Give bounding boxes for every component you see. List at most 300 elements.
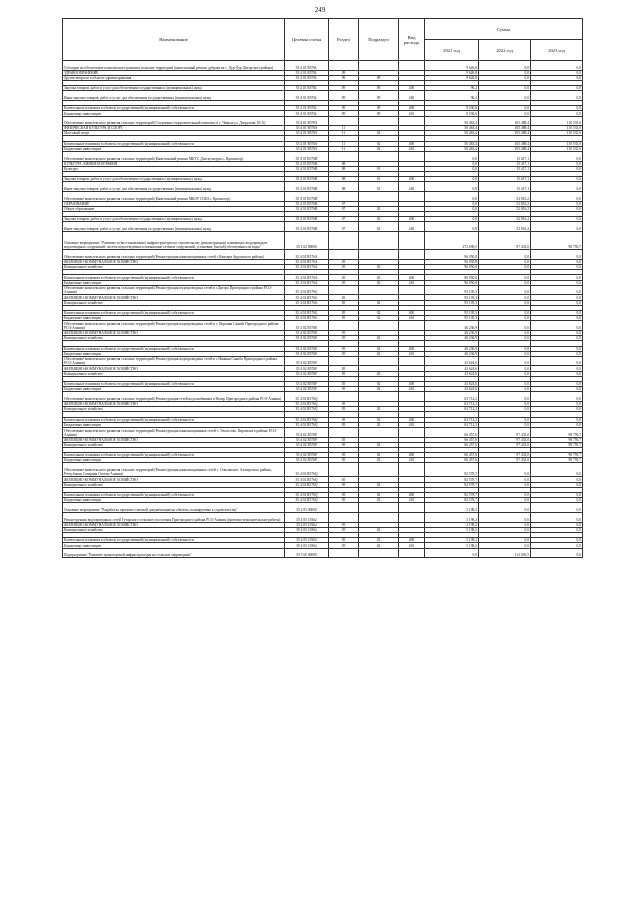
cell-expense-type: 410 (399, 280, 425, 285)
cell-sum-2022: 0,0 (479, 417, 531, 422)
cell-expense-type: 400 (399, 141, 425, 146)
budget-table-body (63, 61, 583, 558)
cell-expense-type: 400 (399, 310, 425, 315)
cell-subsection: 02 (359, 417, 399, 422)
table-row (63, 513, 583, 523)
cell-sum-2023: 0,0 (531, 503, 583, 513)
cell-subsection: 02 (359, 217, 399, 222)
cell-sum-2021: 66 457,6 (425, 437, 479, 442)
cell-section: 05 (329, 407, 359, 412)
cell-section: 05 (329, 402, 359, 407)
cell-sum-2023: 0,0 (531, 417, 583, 422)
cell-name: Закупка товаров, работ и услуг для обеспечения государственных (муниципальных) нужд (63, 217, 285, 222)
header-year-2022: 2022 год (479, 40, 531, 61)
cell-subsection: 02 (359, 280, 399, 285)
cell-name: Капитальные вложения в объекты государственной (муниципальной) собственности (63, 106, 285, 111)
cell-sum-2021: 3 198,2 (425, 513, 479, 523)
cell-expense-type: 410 (399, 458, 425, 463)
cell-expense-type (399, 116, 425, 126)
cell-sum-2023: 0,0 (531, 527, 583, 532)
cell-sum-2021: 63 712,2 (425, 422, 479, 427)
cell-target-article: 35 4 02 R576F (285, 387, 329, 392)
cell-sum-2023: 0,0 (531, 166, 583, 171)
cell-sum-2021: 3 198,2 (425, 527, 479, 532)
cell-section: 07 (329, 217, 359, 222)
cell-sum-2021: 46 236,9 (425, 346, 479, 351)
cell-target-article: 35 4 02 R576Q (285, 422, 329, 427)
cell-target-article: 35 4 05 10362 (285, 538, 329, 543)
cell-target-article: 35 4 02 R576A (285, 275, 329, 280)
cell-sum-2021: 0,0 (425, 191, 479, 201)
cell-sum-2022: 15 417,1 (479, 182, 531, 192)
cell-subsection (359, 321, 399, 331)
cell-subsection: 02 (359, 482, 399, 487)
cell-sum-2023: 0,0 (531, 70, 583, 75)
cell-sum-2023: 0,0 (531, 498, 583, 503)
cell-target-article: 35 4 02 R576P (285, 458, 329, 463)
cell-section: 05 (329, 493, 359, 498)
cell-name: Коммунальное хозяйство (63, 482, 285, 487)
cell-target-article: 35 4 01 R576S (285, 146, 329, 151)
cell-name: Коммунальное хозяйство (63, 336, 285, 341)
cell-sum-2021: 0,0 (425, 161, 479, 166)
cell-section (329, 321, 359, 331)
cell-target-article: 35 4 02 R576F (285, 356, 329, 366)
cell-target-article: 35 4 01 R576B (285, 206, 329, 211)
cell-section: 09 (329, 70, 359, 75)
cell-sum-2022: 0,0 (479, 75, 531, 80)
cell-sum-2022: 15 417,1 (479, 152, 531, 162)
cell-expense-type (399, 392, 425, 402)
cell-sum-2021: 50 463,4 (425, 131, 479, 136)
cell-sum-2022: 0,0 (479, 543, 531, 548)
cell-sum-2021: 50 463,4 (425, 126, 479, 131)
cell-sum-2021: 9 626,8 (425, 61, 479, 71)
cell-target-article: 35 4 01 R576B (285, 201, 329, 206)
cell-sum-2021: 95 105,3 (425, 295, 479, 300)
cell-subsection: 09 (359, 106, 399, 111)
cell-sum-2021: 95 105,3 (425, 316, 479, 321)
cell-sum-2022: 0,0 (479, 513, 531, 523)
page-number: 249 (314, 6, 326, 14)
cell-section: 05 (329, 417, 359, 422)
cell-section: 09 (329, 111, 359, 116)
cell-sum-2021: 3 198,2 (425, 503, 479, 513)
cell-section: 05 (329, 310, 359, 315)
cell-sum-2023: 0,0 (531, 206, 583, 211)
cell-target-article: 35 4 02 R576G (285, 316, 329, 321)
cell-expense-type (399, 548, 425, 558)
cell-sum-2022: 0,0 (479, 371, 531, 376)
cell-sum-2023: 110 535,0 (531, 131, 583, 136)
cell-sum-2022: 97 433,0 (479, 458, 531, 463)
cell-name: ЖИЛИЩНО-КОММУНАЛЬНОЕ ХОЗЯЙСТВО (63, 522, 285, 527)
cell-target-article: 35 4 02 R576A (285, 259, 329, 264)
cell-sum-2022: 52 816,2 (479, 222, 531, 232)
cell-expense-type: 400 (399, 382, 425, 387)
cell-target-article: 35 4 02 R576F (285, 371, 329, 376)
cell-name: Бюджетные инвестиции (63, 387, 285, 392)
cell-sum-2022: 0,0 (479, 346, 531, 351)
cell-sum-2021: 46 236,9 (425, 351, 479, 356)
cell-subsection: 02 (359, 316, 399, 321)
cell-name: Капитальные вложения в объекты государственной (муниципальной) собственности (63, 417, 285, 422)
cell-expense-type (399, 321, 425, 331)
cell-target-article: 35 4 02 R576P (285, 442, 329, 447)
cell-sum-2021: 272 690,5 (425, 231, 479, 249)
cell-section: 05 (329, 437, 359, 442)
cell-sum-2021: 63 712,2 (425, 407, 479, 412)
cell-sum-2023: 0,0 (531, 336, 583, 341)
cell-target-article: 35 4 01 R576S (285, 126, 329, 131)
cell-section (329, 152, 359, 162)
cell-sum-2023: 0,0 (531, 265, 583, 270)
cell-subsection: 02 (359, 543, 399, 548)
cell-sum-2022: 52 816,2 (479, 217, 531, 222)
cell-sum-2021: 43 624,6 (425, 371, 479, 376)
cell-subsection (359, 250, 399, 260)
cell-sum-2023: 0,0 (531, 106, 583, 111)
cell-target-article: 35 4 01 R576S (285, 116, 329, 126)
cell-sum-2023: 0,0 (531, 217, 583, 222)
cell-section: 05 (329, 387, 359, 392)
cell-sum-2022: 105 488,4 (479, 126, 531, 131)
cell-sum-2022: 0,0 (479, 310, 531, 315)
cell-name: Бюджетные инвестиции (63, 458, 285, 463)
cell-subsection: 02 (359, 442, 399, 447)
cell-subsection: 09 (359, 86, 399, 91)
table-row (63, 152, 583, 162)
cell-sum-2023: 0,0 (531, 280, 583, 285)
cell-section: 05 (329, 538, 359, 543)
cell-sum-2023: 0,0 (531, 222, 583, 232)
cell-section: 05 (329, 300, 359, 305)
cell-subsection (359, 356, 399, 366)
cell-name: Обеспечение комплексного развития сельских территорий (Капитальный ремонт МБОУ СОШ с. Красногор) (63, 191, 285, 201)
cell-sum-2022: 105 488,4 (479, 146, 531, 151)
cell-name: Бюджетные инвестиции (63, 280, 285, 285)
cell-sum-2022: 97 433,0 (479, 442, 531, 447)
cell-expense-type: 240 (399, 222, 425, 232)
cell-section (329, 61, 359, 71)
cell-sum-2023: 110 535,0 (531, 146, 583, 151)
cell-target-article: 35 4 02 R576E (285, 330, 329, 335)
cell-sum-2021: 50 463,4 (425, 116, 479, 126)
cell-sum-2022: 0,0 (479, 387, 531, 392)
cell-subsection: 02 (359, 387, 399, 392)
cell-sum-2023: 0,0 (531, 111, 583, 116)
cell-sum-2022: 0,0 (479, 86, 531, 91)
cell-sum-2022: 0,0 (479, 70, 531, 75)
cell-subsection: 01 (359, 182, 399, 192)
cell-name: ФИЗИЧЕСКАЯ КУЛЬТУРА И СПОРТ (63, 126, 285, 131)
cell-sum-2022: 0,0 (479, 522, 531, 527)
cell-sum-2023: 0,0 (531, 463, 583, 477)
cell-sum-2022: 0,0 (479, 336, 531, 341)
cell-target-article: 35 4 02 R576G (285, 300, 329, 305)
cell-sum-2023: 98 759,7 (531, 453, 583, 458)
cell-target-article: 35 4 01 R576B (285, 177, 329, 182)
cell-sum-2023: 0,0 (531, 300, 583, 305)
cell-sum-2023: 0,0 (531, 285, 583, 295)
table-row (63, 61, 583, 71)
cell-name: Обеспечение комплексного развития сельских территорий (Капитальный ремонт МБУЗ, Дом культуры с. Красногор) (63, 152, 285, 162)
cell-name: Закупка товаров, работ и услуг для обеспечения государственных (муниципальных) нужд (63, 86, 285, 91)
cell-name: Общее образование (63, 206, 285, 211)
table-row (63, 548, 583, 558)
cell-target-article: 35 4 01 R576S (285, 141, 329, 146)
cell-sum-2021: 50 463,4 (425, 141, 479, 146)
cell-target-article: 35 4 02 R576A (285, 265, 329, 270)
cell-sum-2021: 95 105,3 (425, 300, 479, 305)
cell-section: 08 (329, 166, 359, 171)
cell-target-article: 35 4 05 10362 (285, 543, 329, 548)
cell-target-article: 35 4 01 R576L (285, 75, 329, 80)
cell-name: Коммунальное хозяйство (63, 527, 285, 532)
table-row (63, 222, 583, 232)
cell-name: Бюджетные инвестиции (63, 498, 285, 503)
cell-expense-type: 400 (399, 275, 425, 280)
cell-section: 05 (329, 527, 359, 532)
cell-sum-2021: 95 105,3 (425, 310, 479, 315)
cell-sum-2023: 98 759,7 (531, 231, 583, 249)
cell-subsection: 02 (359, 371, 399, 376)
table-row (63, 463, 583, 477)
cell-sum-2021: 66 457,6 (425, 442, 479, 447)
cell-sum-2023: 0,0 (531, 310, 583, 315)
cell-expense-type: 240 (399, 91, 425, 101)
cell-target-article: 35 4 02 R576G (285, 310, 329, 315)
header-target-article: Целевая статья (285, 19, 329, 61)
cell-section: 05 (329, 316, 359, 321)
header-sum: Сумма (425, 19, 583, 40)
cell-sum-2022: 105 488,4 (479, 131, 531, 136)
cell-name: ЖИЛИЩНО-КОММУНАЛЬНОЕ ХОЗЯЙСТВО (63, 295, 285, 300)
cell-subsection: 02 (359, 131, 399, 136)
cell-section (329, 463, 359, 477)
cell-section (329, 356, 359, 366)
cell-sum-2022: 0,0 (479, 382, 531, 387)
cell-sum-2023: 0,0 (531, 61, 583, 71)
cell-target-article: 35 4 02 R576Q (285, 498, 329, 503)
cell-target-article: 35 4 02 00000 (285, 231, 329, 249)
table-row (63, 503, 583, 513)
cell-sum-2022: 0,0 (479, 493, 531, 498)
cell-sum-2023: 0,0 (531, 543, 583, 548)
cell-name: Основное мероприятие "Развитие и (восстановление) инфраструктуры по строительству (реконструкции) плавающих водопроводов, водоотводных сооружений, систем водоотведения и повышение сетевых сооружений, установки, (малой) обеспеченности воды" (63, 231, 285, 249)
cell-section: 07 (329, 206, 359, 211)
cell-name: Другие вопросы в области здравоохранения (63, 75, 285, 80)
cell-target-article: 35 4 02 R576E (285, 351, 329, 356)
cell-sum-2021: 96 050,8 (425, 259, 479, 264)
cell-name: Капитальные вложения в объекты государственной (муниципальной) собственности (63, 538, 285, 543)
cell-name: ЖИЛИЩНО-КОММУНАЛЬНОЕ ХОЗЯЙСТВО (63, 437, 285, 442)
cell-sum-2021: 96 050,8 (425, 265, 479, 270)
cell-expense-type: 410 (399, 422, 425, 427)
cell-target-article: 35 4 01 R576S (285, 131, 329, 136)
cell-section (329, 503, 359, 513)
cell-sum-2023: 0,0 (531, 522, 583, 527)
table-row (63, 321, 583, 331)
cell-subsection: 02 (359, 300, 399, 305)
cell-expense-type (399, 250, 425, 260)
cell-subsection: 02 (359, 346, 399, 351)
table-row (63, 191, 583, 201)
cell-target-article: 35 4 02 R576E (285, 321, 329, 331)
cell-expense-type: 400 (399, 493, 425, 498)
cell-sum-2023: 0,0 (531, 351, 583, 356)
cell-sum-2023: 0,0 (531, 91, 583, 101)
cell-sum-2021: 0,0 (425, 152, 479, 162)
cell-target-article: 35 4 01 R576L (285, 111, 329, 116)
cell-sum-2022: 52 816,2 (479, 201, 531, 206)
cell-section (329, 116, 359, 126)
cell-target-article: 35 4 02 R576Q (285, 407, 329, 412)
cell-sum-2023: 98 759,7 (531, 442, 583, 447)
cell-section: 05 (329, 498, 359, 503)
cell-sum-2021: 0,0 (425, 177, 479, 182)
cell-expense-type: 200 (399, 177, 425, 182)
cell-target-article: 35 4 01 R576B (285, 161, 329, 166)
cell-sum-2023: 0,0 (531, 392, 583, 402)
cell-name: Обеспечение комплексного развития сельских территорий (Реконструкция водопроводных сетей в с.Нижняя Саниба Пригородного района РСО-Алания) (63, 356, 285, 366)
cell-name: ЖИЛИЩНО-КОММУНАЛЬНОЕ ХОЗЯЙСТВО (63, 402, 285, 407)
cell-expense-type: 410 (399, 316, 425, 321)
cell-sum-2022: 0,0 (479, 422, 531, 427)
cell-sum-2023: 0,0 (531, 387, 583, 392)
cell-section: 05 (329, 477, 359, 482)
cell-sum-2021: 96 050,8 (425, 280, 479, 285)
cell-sum-2022: 97 433,0 (479, 453, 531, 458)
cell-sum-2021: 46 236,9 (425, 336, 479, 341)
cell-expense-type: 200 (399, 86, 425, 91)
cell-sum-2023: 0,0 (531, 422, 583, 427)
cell-sum-2023: 0,0 (531, 477, 583, 482)
cell-sum-2022: 0,0 (479, 259, 531, 264)
table-row (63, 116, 583, 126)
cell-name: Капитальные вложения в объекты государственной (муниципальной) собственности (63, 275, 285, 280)
cell-name: КУЛЬТУРА, КИНЕМАТОГРАФИЯ (63, 161, 285, 166)
cell-target-article: 35 4 05 10362 (285, 527, 329, 532)
cell-sum-2021: 46 236,9 (425, 321, 479, 331)
cell-name: Бюджетные инвестиции (63, 111, 285, 116)
cell-sum-2023: 0,0 (531, 316, 583, 321)
cell-sum-2022: 0,0 (479, 265, 531, 270)
cell-expense-type: 410 (399, 387, 425, 392)
cell-expense-type: 400 (399, 417, 425, 422)
cell-target-article: 35 4 02 R576Q (285, 402, 329, 407)
cell-sum-2023: 0,0 (531, 366, 583, 371)
table-row (63, 182, 583, 192)
cell-subsection (359, 513, 399, 523)
cell-subsection: 02 (359, 141, 399, 146)
cell-section: 05 (329, 371, 359, 376)
cell-name: Иные закупки товаров, работ и услуг для обеспечения государственных (муниципальных) нужд (63, 91, 285, 101)
cell-target-article: 35 4 01 R576B (285, 166, 329, 171)
cell-section: 08 (329, 182, 359, 192)
cell-sum-2022: 0,0 (479, 61, 531, 71)
cell-subsection: 02 (359, 493, 399, 498)
cell-target-article: 35 4 01 R576L (285, 70, 329, 75)
cell-sum-2023: 0,0 (531, 382, 583, 387)
cell-target-article: 35 4 02 R576P (285, 427, 329, 437)
cell-sum-2021: 82 578,7 (425, 482, 479, 487)
cell-sum-2023: 0,0 (531, 356, 583, 366)
cell-expense-type (399, 152, 425, 162)
cell-sum-2023: 0,0 (531, 250, 583, 260)
cell-name: ЖИЛИЩНО-КОММУНАЛЬНОЕ ХОЗЯЙСТВО (63, 259, 285, 264)
cell-sum-2021: 9 530,6 (425, 111, 479, 116)
cell-name: Обеспечение комплексного развития сельских территорий (Спортивно-оздоровительный комплекс в с. Чикола ул. Дзерулова, 85 А) (63, 116, 285, 126)
budget-table (62, 18, 583, 558)
cell-sum-2023: 110 535,0 (531, 116, 583, 126)
cell-sum-2021: 63 712,2 (425, 417, 479, 422)
cell-sum-2021: 66 457,6 (425, 453, 479, 458)
cell-sum-2023: 98 759,7 (531, 437, 583, 442)
cell-sum-2022: 112 092,5 (479, 548, 531, 558)
cell-target-article: 35 4 01 R576B (285, 191, 329, 201)
cell-section: 05 (329, 275, 359, 280)
cell-name: Обеспечение комплексного развития сельских территорий (Реконструкция водопроводных сетей в с. Верхняя Саниба Пригородного района РСО-Алания) (63, 321, 285, 331)
cell-target-article: 35 4 02 R576F (285, 382, 329, 387)
cell-section: 05 (329, 259, 359, 264)
cell-sum-2022: 0,0 (479, 285, 531, 295)
cell-sum-2023: 0,0 (531, 152, 583, 162)
cell-sum-2022: 97 433,0 (479, 437, 531, 442)
cell-sum-2022: 0,0 (479, 356, 531, 366)
cell-section: 05 (329, 280, 359, 285)
cell-name: Бюджетные инвестиции (63, 351, 285, 356)
cell-sum-2021: 43 624,6 (425, 382, 479, 387)
cell-sum-2021: 63 712,2 (425, 392, 479, 402)
cell-section: 05 (329, 346, 359, 351)
cell-name: Бюджетные инвестиции (63, 422, 285, 427)
cell-sum-2021: 9 626,8 (425, 75, 479, 80)
cell-section: 05 (329, 458, 359, 463)
cell-section (329, 285, 359, 295)
cell-target-article: 35 4 02 R576E (285, 346, 329, 351)
cell-name: Иные закупки товаров, работ и услуг для обеспечения государственных (муниципальных) нужд (63, 222, 285, 232)
cell-target-article: 35 4 02 R576E (285, 336, 329, 341)
cell-target-article: 35 4 01 R576L (285, 91, 329, 101)
cell-name: Культура (63, 166, 285, 171)
cell-sum-2021: 3 198,2 (425, 522, 479, 527)
cell-sum-2023: 0,0 (531, 259, 583, 264)
table-row (63, 285, 583, 295)
cell-subsection: 02 (359, 527, 399, 532)
cell-section: 09 (329, 75, 359, 80)
cell-subsection: 02 (359, 498, 399, 503)
cell-subsection: 02 (359, 458, 399, 463)
cell-name: Подпрограмма "Развитие транспортной инфраструктуры на сельских территориях" (63, 548, 285, 558)
cell-section: 11 (329, 126, 359, 131)
cell-name: Обеспечение комплексного развития сельских территорий (Реконструкция канализационных сетей с. Ольгинское, Алагирского района, Республики Северная Осетия-Алания) (63, 463, 285, 477)
cell-section: 07 (329, 222, 359, 232)
cell-expense-type: 410 (399, 498, 425, 503)
cell-target-article: 35 4 02 R576Q (285, 493, 329, 498)
cell-name: Реконструкция водопроводных сетей Гутарского сельского поселения Пригородного района РСО-Алания (проектно-изыскательские работы) (63, 513, 285, 523)
cell-expense-type (399, 285, 425, 295)
cell-section (329, 548, 359, 558)
cell-subsection: 01 (359, 166, 399, 171)
cell-section: 05 (329, 336, 359, 341)
cell-sum-2023: 0,0 (531, 177, 583, 182)
cell-expense-type: 240 (399, 182, 425, 192)
cell-sum-2021: 43 624,6 (425, 387, 479, 392)
cell-sum-2022: 0,0 (479, 463, 531, 477)
cell-sum-2021: 3 198,2 (425, 543, 479, 548)
table-row (63, 231, 583, 249)
